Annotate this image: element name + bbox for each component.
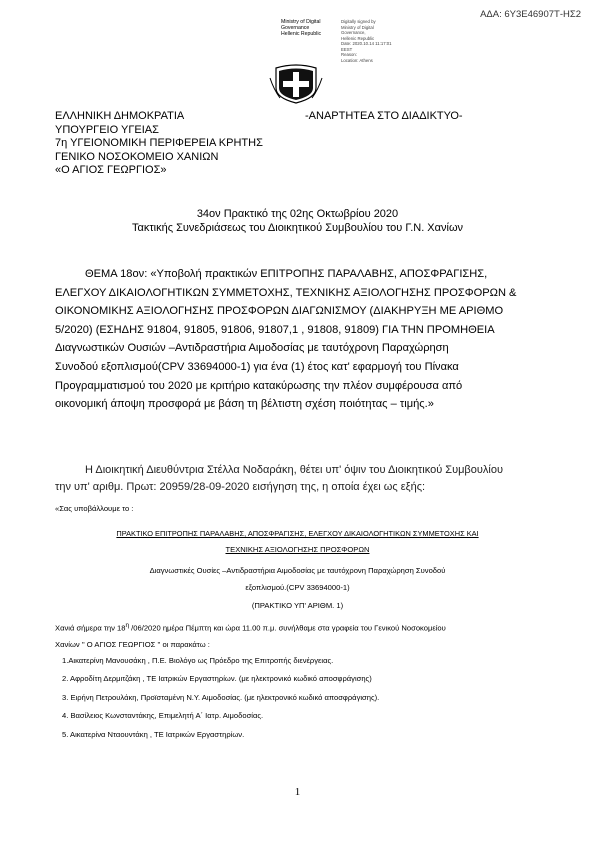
submission-line: «Σας υποβάλλουμε το : [55, 504, 134, 513]
issuer-header [55, 110, 263, 178]
member-item: 2. Αφροδίτη Δερμιτζάκη , ΤΕ Ιατρικών Εργαστηρίων. (με ηλεκτρονικό κωδικό αποσφράγισης) [62, 674, 372, 683]
ada-number: ΑΔΑ: 6Υ3Ε46907Τ-ΗΣ2 [480, 9, 581, 20]
subject-line: ΘΕΜΑ 18ον: «Υποβολή πρακτικών ΕΠΙΤΡΟΠΗΣ ΠΑΡΑΛΑΒΗΣ, ΑΠΟΣΦΡΑΓΙΣΗΣ, [85, 268, 488, 280]
signature-right-line: Date: 2020.10.14 11:17:01 [341, 41, 392, 46]
signature-right-line: Reason: [341, 52, 358, 57]
signature-right-line: Location: Athens [341, 57, 373, 63]
subject-line: 5/2020) (ΕΣΗΔΗΣ 91804, 91805, 91806, 91807,1 , 91808, 91809) ΓΙΑ ΤΗΝ ΠΡΟΜΗΘΕΙΑ [55, 323, 495, 336]
meeting-paragraph [55, 618, 555, 653]
meeting-line2: Χανίων '' Ο ΑΓΙΟΣ ΓΕΩΡΓΙΟΣ '' οι παρακάτω : [55, 639, 210, 649]
intro-paragraph [55, 462, 551, 496]
member-item: 4. Βασίλειος Κωνσταντάκης, Επιμελητή Α΄ Ιατρ. Αιμοδοσίας. [62, 711, 264, 720]
report-title-line2: ΤΕΧΝΙΚΗΣ ΑΞΙΟΛΟΓΗΣΗΣ ΠΡΟΣΦΟΡΩΝ [225, 545, 370, 554]
greek-coat-of-arms-icon [268, 64, 324, 104]
meeting-line1-a: Χανιά σήμερα την 18 [55, 623, 126, 633]
header-line: «Ο ΑΓΙΟΣ ΓΕΩΡΓΙΟΣ» [55, 164, 167, 177]
subject-line: Διαγνωστικών Ουσιών –Αντιδραστήρια Αιμοδοσίας με ταυτόχρονη Παραχώρηση [55, 342, 449, 355]
intro-line2: την υπ' αριθμ. Πρωτ: 20959/28-09-2020 εισήγηση της, η οποία έχει ως εξής: [55, 481, 426, 493]
signature-left-line: Hellenic Republic [281, 31, 322, 37]
signature-left-line: Governance [281, 25, 310, 31]
meeting-line1-sup: η [125, 622, 130, 629]
meeting-line1-b: /06/2020 ημέρα Πέμπτη και ώρα 11.00 π.μ. συνήλθαμε στα γραφεία του Γενικού Νοσοκομείου [129, 623, 446, 633]
subject-line: ΟΙΚΟΝΟΜΙΚΗΣ ΑΞΙΟΛΟΓΗΣΗΣ ΠΡΟΣΦΟΡΩΝ ΔΙΑΓΩΝΙΣΜΟΥ (ΔΙΑΚΗΡΥΞΗ ΜΕ ΑΡΙΘΜΟ [55, 305, 504, 318]
meeting-line1 [55, 618, 555, 637]
subject-line: ΕΛΕΓΧΟΥ ΔΙΚΑΙΟΛΟΓΗΤΙΚΩΝ ΣΥΜΜΕΤΟΧΗΣ, ΤΕΧΝΙΚΗΣ ΑΞΙΟΛΟΓΗΣΗΣ ΠΡΟΣΦΟΡΩΝ & [55, 286, 517, 299]
minutes-title [0, 207, 595, 235]
intro-line1: Η Διοικητική Διευθύντρια Στέλλα Νοδαράκη, θέτει υπ' όψιν του Διοικητικού Συμβουλίου [85, 464, 503, 476]
report-title-line1: ΠΡΑΚΤΙΚΟ ΕΠΙΤΡΟΠΗΣ ΠΑΡΑΛΑΒΗΣ, ΑΠΟΣΦΡΑΓΙΣΗΣ, ΕΛΕΓΧΟΥ ΔΙΚΑΙΟΛΟΓΗΤΙΚΩΝ ΣΥΜΜΕΤΟΧΗΣ ΚΑΙ [116, 529, 479, 538]
signature-right-line: EEST [341, 46, 353, 52]
signature-right-line: Hellenic Republic [341, 35, 375, 41]
member-item: 5. Αικατερίνα Νταουντάκη , ΤΕ Ιατρικών Εργαστηρίων. [62, 730, 245, 739]
header-line: ΓΕΝΙΚΟ ΝΟΣΟΚΟΜΕΙΟ ΧΑΝΙΩΝ [55, 150, 219, 163]
header-line: ΕΛΛΗΝΙΚΗ ΔΗΜΟΚΡΑΤΙΑ [55, 110, 185, 122]
header-line: 7η ΥΓΕΙΟΝΟΜΙΚΗ ΠΕΡΙΦΕΡΕΙΑ ΚΡΗΤΗΣ [55, 137, 263, 150]
page-number: 1 [294, 786, 301, 798]
subject-line: Συνοδού εξοπλισμού(CPV 33694000-1) για ένα (1) έτος κατ' εφαρμογή του Πίνακα [55, 360, 459, 373]
signature-right-line: Ministry of Digital [341, 24, 374, 30]
signature-right-line: Governance, [341, 30, 366, 35]
member-item: 1.Αικατερίνη Μανουσάκη , Π.Ε. Βιολόγο ως Πρόεδρο της Επιτροπής διενέργειας. [62, 656, 334, 665]
signature-right-line: Digitally signed by [341, 19, 376, 24]
signature-left-line: Ministry of Digital [281, 19, 321, 25]
header-line: ΥΠΟΥΡΓΕΙΟ ΥΓΕΙΑΣ [55, 123, 159, 136]
subject-line: οικονομική άποψη προσφορά με βάση τη βέλτιστη σχέση ποιότητας – τιμής.» [55, 398, 434, 411]
minutes-title-line1: 34ον Πρακτικό της 02ης Οκτωβρίου 2020 [196, 208, 399, 220]
member-item: 3. Ειρήνη Πετρουλάκη, Προϊσταμένη Ν.Υ. Αιμοδοσίας. (με ηλεκτρονικό κωδικό αποσφράγισης). [62, 693, 380, 702]
report-number: (ΠΡΑΚΤΙΚΟ ΥΠ' ΑΡΙΘΜ. 1) [251, 601, 344, 610]
report-subject-line1: Διαγνωστικές Ουσίες –Αντιδραστήρια Αιμοδοσίας με ταυτόχρονη Παραχώρηση Συνοδού [149, 566, 446, 575]
subject-paragraph [55, 265, 551, 414]
report-subject-line2: εξοπλισμού.(CPV 33694000-1) [245, 583, 350, 592]
minutes-title-line2: Τακτικής Συνεδριάσεως του Διοικητικού Συμβουλίου του Γ.Ν. Χανίων [131, 222, 464, 234]
subject-line: Προγραμματισμού του 2020 με κριτήριο κατακύρωσης την πλέον συμφέρουσα από [55, 379, 463, 392]
publication-note: -ΑΝΑΡΤΗΤΕΑ ΣΤΟ ΔΙΑΔΙΚΤΥΟ- [305, 110, 463, 122]
